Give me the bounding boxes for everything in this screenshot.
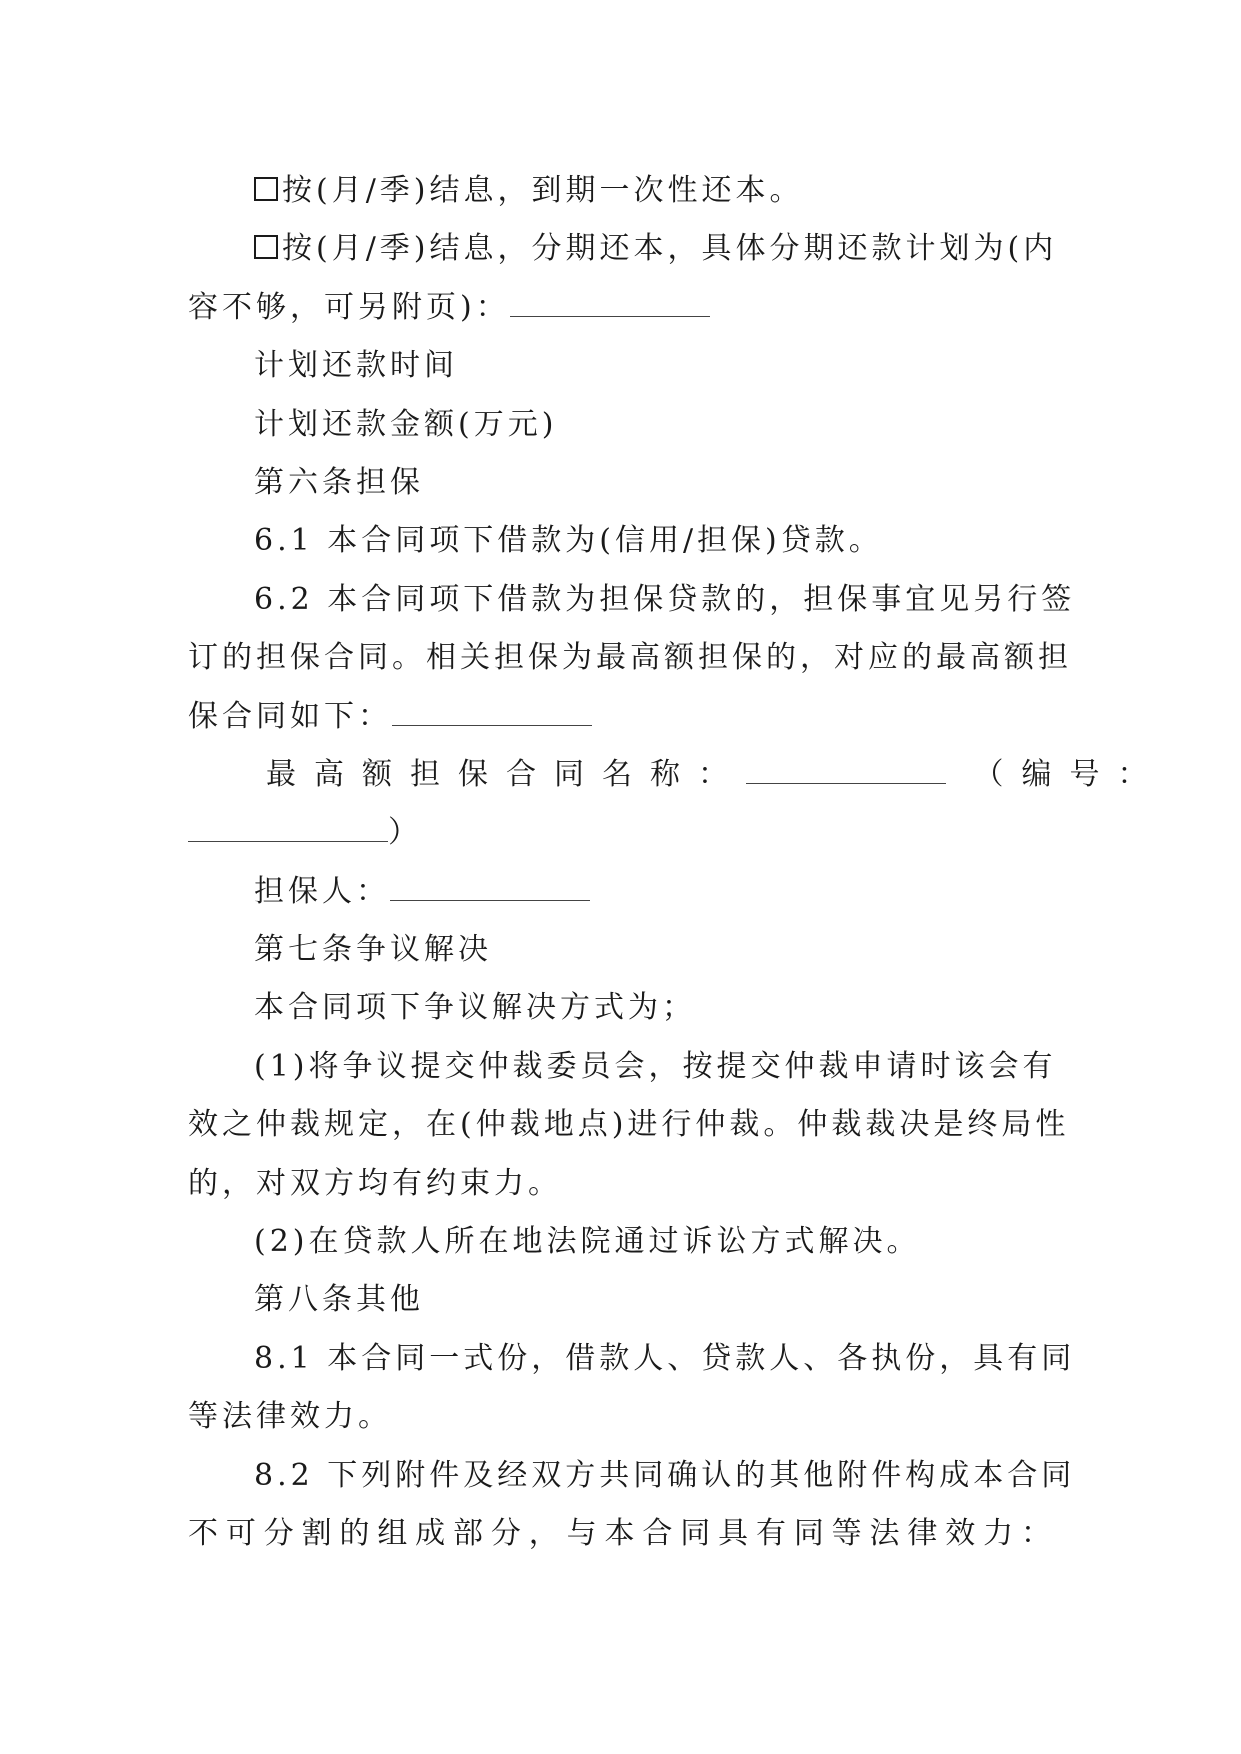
clause-8-2: 8.2 下列附件及经双方共同确认的其他附件构成本合同 bbox=[254, 1457, 1076, 1493]
blank-field[interactable] bbox=[390, 876, 590, 901]
clause-6-2: 6.2 本合同项下借款为担保贷款的，担保事宜见另行签 bbox=[254, 581, 1076, 617]
checkbox-icon[interactable] bbox=[254, 177, 278, 201]
checkbox-icon[interactable] bbox=[254, 235, 278, 259]
article-7-heading: 第七条争议解决 bbox=[254, 932, 492, 968]
repay-option-1: 按(月/季)结息，到期一次性还本。 bbox=[188, 162, 1055, 220]
clause-6-2-end: 保合同如下： bbox=[188, 688, 1055, 746]
article-6-heading: 第六条担保 bbox=[254, 464, 424, 500]
clause-7-2: (2)在贷款人所在地法院通过诉讼方式解决。 bbox=[254, 1224, 921, 1260]
contract-code-line: ） bbox=[188, 804, 1055, 862]
clause-6-1: 6.1 本合同项下借款为(信用/担保)贷款。 bbox=[254, 523, 883, 559]
repay-option-2: 按(月/季)结息，分期还本，具体分期还款计划为(内 bbox=[188, 220, 1055, 278]
clause-7-1-end: 的，对双方均有约束力。 bbox=[188, 1165, 562, 1201]
clause-8-1-end: 等法律效力。 bbox=[188, 1399, 392, 1435]
blank-field[interactable] bbox=[392, 701, 592, 726]
clause-7-intro: 本合同项下争议解决方式为； bbox=[254, 990, 696, 1026]
blank-field[interactable] bbox=[188, 817, 388, 842]
document-page bbox=[188, 162, 1166, 1563]
clause-8-1: 8.1 本合同一式份，借款人、贷款人、各执份，具有同 bbox=[254, 1340, 1076, 1376]
guarantor-line: 担保人： bbox=[188, 863, 1055, 921]
plan-time-label: 计划还款时间 bbox=[254, 348, 458, 384]
blank-field[interactable] bbox=[510, 292, 710, 317]
clause-7-1: (1)将争议提交仲裁委员会，按提交仲裁申请时该会有 bbox=[254, 1048, 1057, 1084]
clause-6-2-cont: 订的担保合同。相关担保为最高额担保的，对应的最高额担 bbox=[188, 640, 1072, 676]
plan-amount-label: 计划还款金额(万元) bbox=[254, 406, 558, 442]
repay-option-2-cont: 容不够，可另附页)： bbox=[188, 279, 1055, 337]
clause-8-2-end: 不可分割的组成部分，与本合同具有同等法律效力： bbox=[188, 1515, 1055, 1551]
article-8-heading: 第八条其他 bbox=[254, 1282, 424, 1318]
max-contract-name-line: 最高额担保合同名称： （编号： bbox=[266, 756, 1166, 792]
blank-field[interactable] bbox=[746, 759, 946, 784]
clause-7-1-cont: 效之仲裁规定，在(仲裁地点)进行仲裁。仲裁裁决是终局性 bbox=[188, 1107, 1070, 1143]
